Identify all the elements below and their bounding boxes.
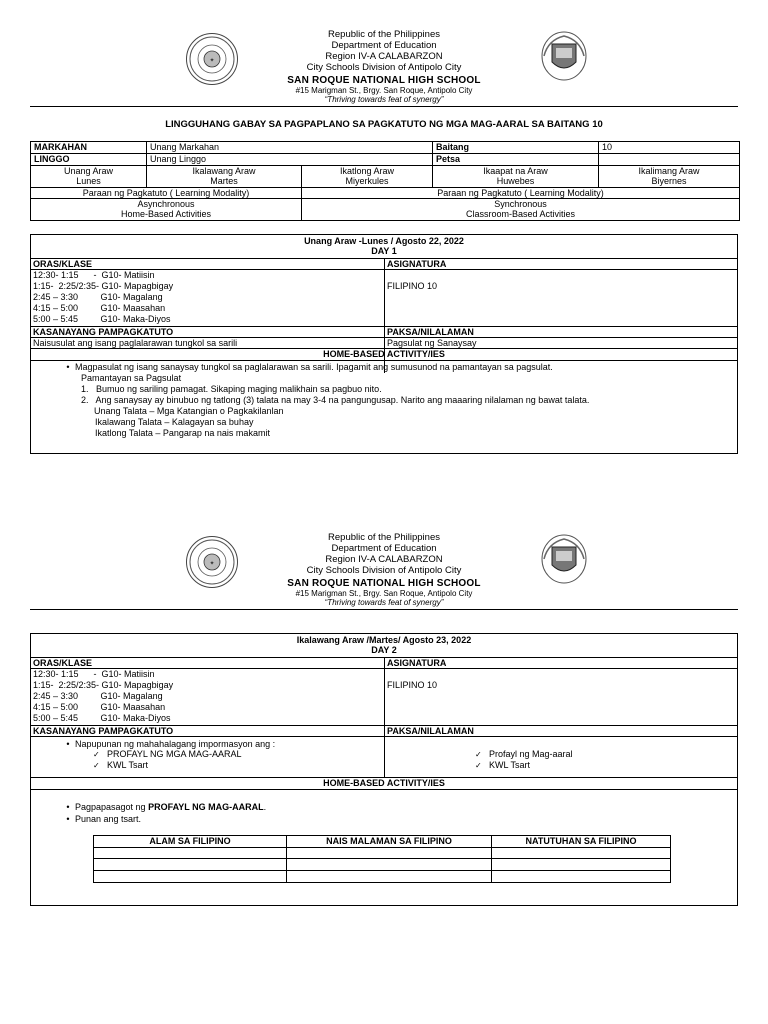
header-divider-2 bbox=[30, 609, 738, 610]
kwl-row bbox=[94, 848, 671, 859]
day2-section bbox=[30, 633, 738, 906]
day-cell-2: Ikalawang Araw Martes bbox=[147, 166, 302, 188]
deped-seal-left bbox=[186, 33, 238, 85]
day-cell-1: Unang Araw Lunes bbox=[31, 166, 147, 188]
day1-paksa-label: PAKSA/NILALAMAN bbox=[387, 327, 474, 337]
day1-talata-1: Unang Talata – Mga Katangian o Pagkakilanlan bbox=[94, 406, 284, 416]
day1-label: DAY 1 bbox=[371, 246, 397, 256]
kwl-cell[interactable] bbox=[287, 859, 492, 871]
schedule-row: 4:15 – 5:00 G10- Maasahan bbox=[33, 702, 166, 712]
day1-talata-3: Ikatlong Talata – Pangarap na nais makamit bbox=[95, 428, 270, 438]
day1-paksa: Pagsulat ng Sanaysay bbox=[387, 338, 477, 348]
day2-kasanayan-item: PROFAYL NG MGA MAG-AARAL bbox=[107, 749, 242, 759]
header-division-2: City Schools Division of Antipolo City bbox=[306, 565, 462, 576]
day2-kasanayan-intro: Napupunan ng mahahalagang impormasyon ang : bbox=[75, 739, 276, 749]
info-table bbox=[30, 141, 740, 221]
baitang-label: Baitang bbox=[433, 142, 599, 154]
day2-paksa-label: PAKSA/NILALAMAN bbox=[387, 726, 474, 736]
day2-kasanayan-item: KWL Tsart bbox=[107, 760, 149, 770]
schedule-row: 12:30- 1:15 - G10- Matiisin bbox=[33, 669, 155, 679]
header-school: SAN ROQUE NATIONAL HIGH SCHOOL bbox=[287, 75, 481, 86]
linggo-value: Unang Linggo bbox=[147, 154, 433, 166]
header-address-2: #15 Marigman St., Brgy. San Roque, Antipolo City bbox=[295, 589, 473, 598]
sync-cell: Synchronous Classroom-Based Activities bbox=[302, 199, 740, 221]
kwl-cell[interactable] bbox=[287, 871, 492, 883]
header-motto: “Thriving towards feat of synergy” bbox=[324, 95, 444, 104]
header-division: City Schools Division of Antipolo City bbox=[306, 62, 462, 73]
day2-kasanayan-label: KASANAYANG PAMPAGKATUTO bbox=[33, 726, 174, 736]
async-cell: Asynchronous Home-Based Activities bbox=[31, 199, 302, 221]
header-republic-2: Republic of the Philippines bbox=[328, 532, 440, 543]
kwl-header-alam: ALAM SA FILIPINO bbox=[94, 836, 287, 848]
linggo-label: LINGGO bbox=[31, 154, 147, 166]
schedule-row: 12:30- 1:15 - G10- Matiisin bbox=[33, 270, 155, 280]
day2-oras-label: ORAS/KLASE bbox=[33, 658, 93, 668]
kwl-cell[interactable] bbox=[492, 859, 671, 871]
day2-activity bbox=[75, 801, 266, 825]
deped-seal-left-2 bbox=[186, 536, 238, 588]
day2-asignatura-label: ASIGNATURA bbox=[387, 658, 447, 668]
kwl-chart bbox=[93, 835, 671, 883]
header-region: Region IV-A CALABARZON bbox=[325, 51, 443, 62]
header-motto-2: “Thriving towards feat of synergy” bbox=[324, 598, 444, 607]
header-divider bbox=[30, 106, 738, 107]
schedule-row: 5:00 – 5:45 G10- Maka-Diyos bbox=[33, 314, 171, 324]
day1-item-1: 1. Bumuo ng sariling pamagat. Sikaping maging malikhain sa pagbuo nito. bbox=[81, 384, 382, 394]
day2-schedule bbox=[33, 669, 173, 724]
day2-bullet-2: • Punan ang tsart. bbox=[61, 813, 266, 825]
day1-talata-2: Ikalawang Talata – Kalagayan sa buhay bbox=[95, 417, 254, 427]
day2-kasanayan bbox=[75, 739, 275, 771]
day1-kasanayan: Naisusulat ang isang paglalarawan tungkol sa sarili bbox=[33, 338, 238, 348]
modality-label-async: Paraan ng Pagkatuto ( Learning Modality) bbox=[31, 188, 302, 199]
day1-subject: FILIPINO 10 bbox=[387, 281, 438, 291]
header-school-2: SAN ROQUE NATIONAL HIGH SCHOOL bbox=[287, 578, 481, 589]
day1-activity bbox=[75, 362, 727, 439]
markahan-label: MARKAHAN bbox=[31, 142, 147, 154]
day1-hba-label: HOME-BASED ACTIVITY/IES bbox=[323, 349, 445, 359]
kwl-cell[interactable] bbox=[94, 848, 287, 859]
kwl-cell[interactable] bbox=[492, 848, 671, 859]
schedule-row: 1:15- 2:25/2:35- G10- Mapagbigay bbox=[33, 680, 174, 690]
header-address: #15 Marigman St., Brgy. San Roque, Antipolo City bbox=[295, 86, 473, 95]
svg-text:✦: ✦ bbox=[209, 58, 215, 64]
day2-bullet-1: • Pagpapasagot ng PROFAYL NG MAG-AARAL. bbox=[61, 801, 266, 813]
document-title: LINGGUHANG GABAY SA PAGPAPLANO SA PAGKATUTO NG MGA MAG-AARAL SA BAITANG 10 bbox=[165, 119, 603, 130]
header-department: Department of Education bbox=[331, 40, 437, 51]
day1-item-2: 2. Ang sanaysay ay binubuo ng tatlong (3) talata na may 3-4 na pangungusap. Narito ang maaaring nilalaman ng bawat talata. bbox=[81, 395, 590, 405]
day1-asignatura-label: ASIGNATURA bbox=[387, 259, 447, 269]
kwl-cell[interactable] bbox=[492, 871, 671, 883]
petsa-label: Petsa bbox=[433, 154, 599, 166]
schedule-row: 4:15 – 5:00 G10- Maasahan bbox=[33, 303, 166, 313]
school-seal-right bbox=[540, 30, 588, 82]
header-region-2: Region IV-A CALABARZON bbox=[325, 554, 443, 565]
header-republic: Republic of the Philippines bbox=[328, 29, 440, 40]
schedule-row: 2:45 – 3:30 G10- Magalang bbox=[33, 691, 163, 701]
kwl-header-nais: NAIS MALAMAN SA FILIPINO bbox=[287, 836, 492, 848]
markahan-value: Unang Markahan bbox=[147, 142, 433, 154]
day1-title: Unang Araw -Lunes / Agosto 22, 2022 bbox=[304, 236, 464, 246]
modality-label-sync: Paraan ng Pagkatuto ( Learning Modality) bbox=[302, 188, 740, 199]
day-cell-5: Ikalimang Araw Biyernes bbox=[599, 166, 740, 188]
day1-section bbox=[30, 234, 738, 454]
svg-text:✦: ✦ bbox=[209, 561, 215, 567]
school-seal-right-2 bbox=[540, 533, 588, 585]
petsa-value bbox=[599, 154, 740, 166]
kwl-cell[interactable] bbox=[94, 859, 287, 871]
day2-hba-label: HOME-BASED ACTIVITY/IES bbox=[323, 778, 445, 788]
schedule-row: 5:00 – 5:45 G10- Maka-Diyos bbox=[33, 713, 171, 723]
kwl-row bbox=[94, 871, 671, 883]
day1-bullet: • Magpasulat ng isang sanaysay tungkol sa paglalarawan sa sarili. Ipagamit ang sumusunod na pamantayan sa pagsulat. bbox=[61, 362, 727, 373]
day1-kasanayan-label: KASANAYANG PAMPAGKATUTO bbox=[33, 327, 174, 337]
day1-oras-label: ORAS/KLASE bbox=[33, 259, 93, 269]
day-cell-4: Ikaapat na Araw Huwebes bbox=[433, 166, 599, 188]
day2-paksa-item: KWL Tsart bbox=[489, 760, 531, 770]
day2-paksa-item: Profayl ng Mag-aaral bbox=[489, 749, 573, 759]
day1-schedule bbox=[33, 270, 173, 325]
day1-pamantayan: Pamantayan sa Pagsulat bbox=[81, 373, 182, 383]
kwl-row bbox=[94, 859, 671, 871]
schedule-row: 2:45 – 3:30 G10- Magalang bbox=[33, 292, 163, 302]
baitang-value: 10 bbox=[599, 142, 740, 154]
kwl-cell[interactable] bbox=[287, 848, 492, 859]
schedule-row: 1:15- 2:25/2:35- G10- Mapagbigay bbox=[33, 281, 174, 291]
kwl-cell[interactable] bbox=[94, 871, 287, 883]
day2-label: DAY 2 bbox=[371, 645, 397, 655]
header-department-2: Department of Education bbox=[331, 543, 437, 554]
day2-title: Ikalawang Araw /Martes/ Agosto 23, 2022 bbox=[296, 635, 472, 645]
day2-subject: FILIPINO 10 bbox=[387, 680, 438, 690]
kwl-header-natutuhan: NATUTUHAN SA FILIPINO bbox=[492, 836, 671, 848]
day-cell-3: Ikatlong Araw Miyerkules bbox=[302, 166, 433, 188]
day2-paksa bbox=[475, 749, 573, 771]
